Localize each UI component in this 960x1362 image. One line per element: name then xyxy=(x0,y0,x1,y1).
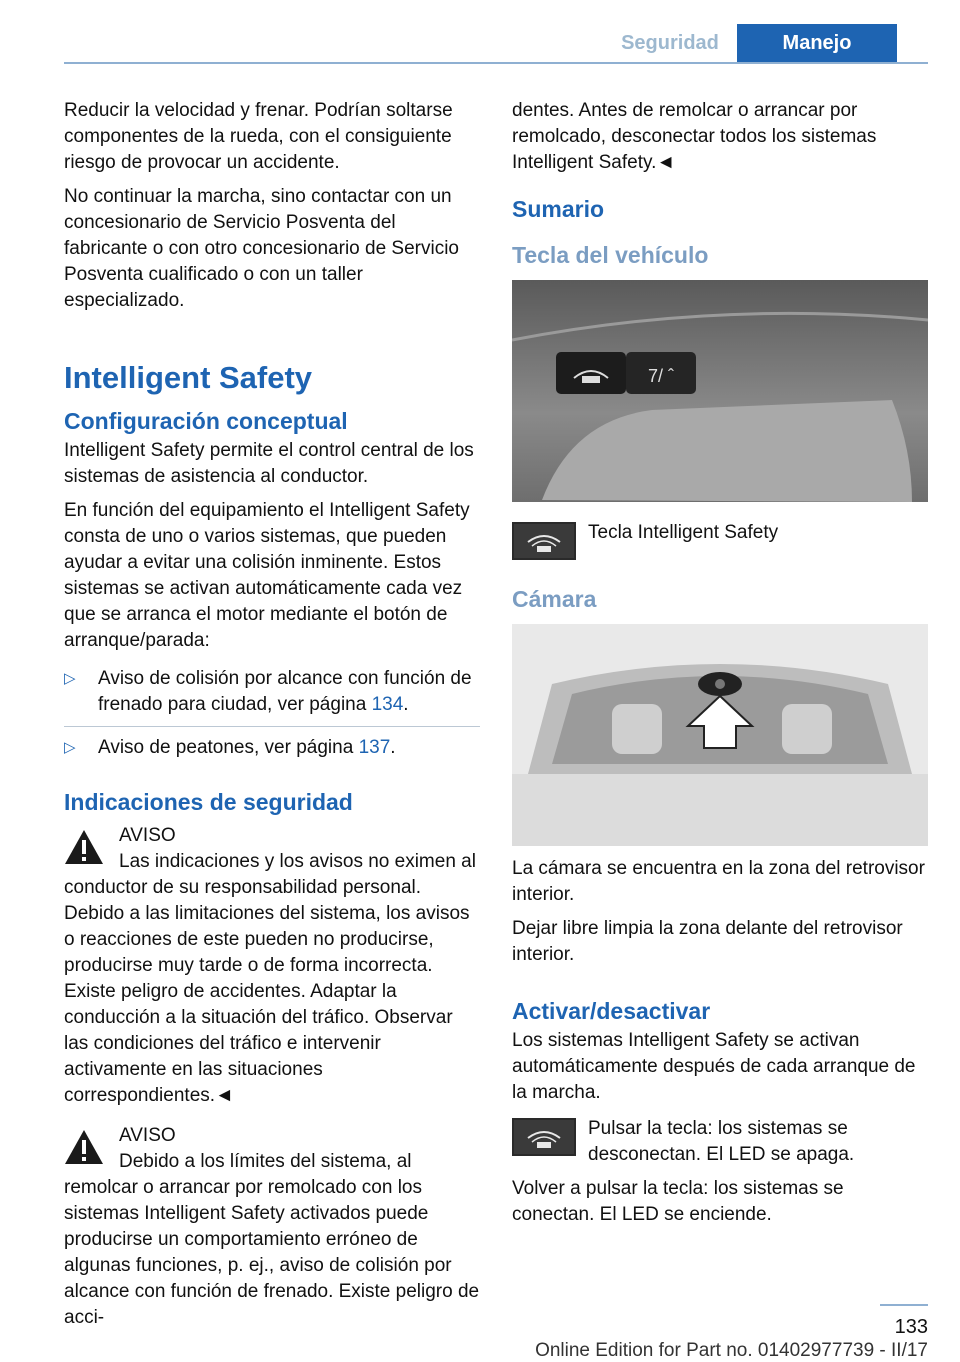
bullet-triangle-icon: ▷ xyxy=(64,739,76,756)
warning-text: Debido a los límites del sistema, al remolcar o arrancar por remolcado con los sistemas Intelligent Safety activados puede producirse un comportamiento erróneo de algunas funciones, p. ej., aviso de colisión por alcance con función de frenado. Existe peligro de acci- xyxy=(64,1151,480,1328)
intro-paragraph-2: No continuar la marcha, sino contactar con un concesionario de Servicio Posventa del fabricante o con otro concesionario de Servicio Posventa cualificado o con un taller especializado. xyxy=(64,186,460,311)
camera-paragraph-2: Dejar libre limpia la zona delante del retrovisor interior. xyxy=(512,918,903,965)
intro-paragraph-1: Reducir la velocidad y frenar. Podrían soltarse componentes de la rueda, con el consiguiente riesgo de provocar un accidente. xyxy=(64,100,453,173)
edition-note: Online Edition for Part no. 01402977739 - II/17 xyxy=(535,1340,928,1361)
list-item: ▷ Aviso de peatones, ver página 137. xyxy=(64,735,480,761)
warning-block xyxy=(64,1123,480,1149)
bullet-text: Aviso de peatones, ver página xyxy=(98,737,359,758)
key-action-row xyxy=(512,1116,928,1168)
camera-photo xyxy=(512,624,928,846)
concept-paragraph-1: Intelligent Safety permite el control central de los sistemas de asistencia al conductor. xyxy=(64,440,474,487)
right-column xyxy=(512,98,928,1236)
concept-heading: Configuración conceptual xyxy=(64,408,348,434)
list-item: ▷ Aviso de colisión por alcance con función de frenado para ciudad, ver página 134. xyxy=(64,668,472,715)
list-divider xyxy=(64,726,480,727)
camera-paragraph-1: La cámara se encuentra en la zona del retrovisor interior. xyxy=(512,858,925,905)
page-link[interactable]: 134 xyxy=(371,694,404,715)
activate-paragraph-2: Pulsar la tecla: los sistemas se desconectan. El LED se apaga. xyxy=(588,1118,855,1165)
safety-heading: Indicaciones de seguridad xyxy=(64,789,353,815)
footer-divider xyxy=(880,1304,928,1306)
key-legend xyxy=(512,520,928,562)
warning-title: AVISO xyxy=(119,1125,176,1146)
warning-block xyxy=(64,823,480,849)
warning-triangle-icon xyxy=(64,829,104,865)
page-header xyxy=(0,0,960,64)
camera-illustration xyxy=(512,624,928,846)
concept-paragraph-2: En función del equipamiento el Intelligent Safety consta de uno o varios sistemas, que pueden ayudar a evitar una colisión inminente. Estos sistemas se activan automáticamente cada vez que se arranca el motor mediante el botón de arranque/parada: xyxy=(64,500,470,651)
page-link[interactable]: 137 xyxy=(358,737,391,758)
continuation-paragraph: dentes. Antes de remolcar o arrancar por remolcado, desconectar todos los sistemas Intelligent Safety.◄ xyxy=(512,100,877,173)
warning-triangle-icon xyxy=(64,1129,104,1165)
bullet-triangle-icon: ▷ xyxy=(64,670,76,687)
warning-text: Las indicaciones y los avisos no eximen al conductor de su responsabilidad personal. Debido a las limitaciones del sistema, los avisos o reacciones de este pueden no producirse, producirse muy tarde o de forma incorrecta. Existe peligro de accidentes. Adaptar la conducción a la situación del tráfico. Observar las condiciones del tráfico e intervenir activamente en las situaciones correspondientes.◄ xyxy=(64,851,476,1106)
header-divider xyxy=(64,62,928,64)
key-caption: Tecla Intelligent Safety xyxy=(588,522,779,543)
activate-paragraph-1: Los sistemas Intelligent Safety se activan automáticamente después de cada arranque de la marcha. xyxy=(512,1030,916,1103)
bullet-text: Aviso de colisión por alcance con función de frenado para ciudad, ver página xyxy=(98,668,472,715)
tab-seguridad[interactable]: Seguridad xyxy=(621,32,719,54)
vehicle-key-photo xyxy=(512,280,928,502)
activate-heading: Activar/desactivar xyxy=(512,998,711,1024)
key-heading: Tecla del vehículo xyxy=(512,242,709,268)
summary-heading: Sumario xyxy=(512,196,605,222)
warning-title: AVISO xyxy=(119,825,176,846)
vehicle-key-illustration xyxy=(512,280,928,502)
tab-manejo[interactable]: Manejo xyxy=(737,24,897,62)
left-column xyxy=(64,98,480,1339)
intelligent-safety-key-icon xyxy=(512,1118,576,1156)
activate-paragraph-3: Volver a pulsar la tecla: los sistemas se conectan. El LED se enciende. xyxy=(512,1178,844,1225)
intelligent-safety-key-icon xyxy=(512,522,576,560)
page-number: 133 xyxy=(894,1316,928,1338)
svg-text:7/ ˆ: 7/ ˆ xyxy=(648,366,675,386)
section-title: Intelligent Safety xyxy=(64,360,313,395)
camera-heading: Cámara xyxy=(512,586,597,612)
